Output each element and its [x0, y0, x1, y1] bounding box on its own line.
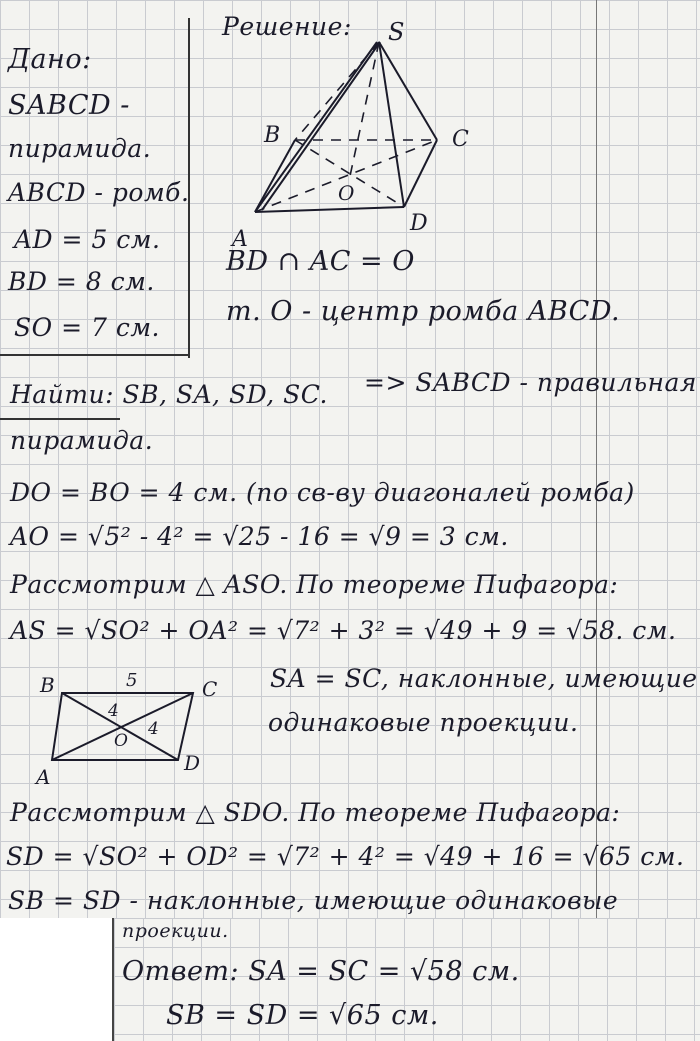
step-9: SB = SD - наклонные, имеющие одинаковые — [8, 886, 619, 915]
rhombus-side-5: 5 — [126, 670, 138, 691]
given-line-5: BD = 8 см. — [8, 267, 155, 296]
rhombus-label-A: A — [36, 765, 51, 789]
pyramid-diagram — [0, 0, 700, 260]
given-line-2: пирамида. — [8, 134, 152, 163]
answer-line-2: SB = SD = √65 см. — [166, 1000, 439, 1031]
given-box-bottom-border — [0, 354, 190, 356]
edge-SB — [295, 42, 379, 140]
pyramid-label-A: A — [232, 227, 248, 252]
rhombus-label-O: O — [114, 731, 128, 751]
pyramid-label-S: S — [388, 18, 405, 46]
step-2: AO = √5² - 4² = √25 - 16 = √9 = 3 см. — [10, 522, 509, 551]
edge-SC — [379, 42, 437, 140]
given-line-3: ABCD - ромб. — [8, 178, 190, 207]
step-8: SD = √SO² + OD² = √7² + 4² = √49 + 16 = √65 см. — [6, 842, 685, 871]
pyramid-label-B: B — [264, 123, 281, 148]
height-SO — [350, 42, 379, 176]
edge-AD — [255, 207, 404, 212]
given-line-1: SABCD - — [8, 90, 130, 121]
solution-line-1: BD ∩ AC = O — [226, 246, 415, 277]
rhombus-half-diag-2: 4 — [148, 719, 159, 739]
rhombus-label-C: C — [202, 677, 218, 701]
find-line-1b: => SABCD - правильная — [364, 368, 697, 397]
find-underline — [0, 418, 120, 420]
answer-line-1: Ответ: SA = SC = √58 см. — [122, 956, 520, 987]
given-line-4: AD = 5 см. — [14, 225, 161, 254]
edge-AB — [255, 140, 295, 212]
given-line-6: SO = 7 см. — [14, 313, 160, 342]
step-6: одинаковые проекции. — [268, 708, 579, 737]
rhombus-half-diag-1: 4 — [108, 701, 119, 721]
step-1: DO = BO = 4 см. (по св-ву диагоналей ромба) — [10, 478, 635, 507]
edge-DC — [404, 140, 437, 207]
solution-heading: Решение: — [222, 12, 352, 41]
pyramid-label-C: C — [452, 127, 469, 152]
solution-line-2: т. O - центр ромба ABCD. — [226, 296, 621, 327]
step-5: SA = SC, наклонные, имеющие — [270, 664, 698, 693]
step-7: Рассмотрим △ SDO. По теореме Пифагора: — [10, 798, 621, 827]
step-3: Рассмотрим △ ASO. По теореме Пифагора: — [10, 570, 619, 599]
rhombus-diagram — [0, 660, 700, 789]
given-heading: Дано: — [8, 44, 92, 75]
step-10: проекции. — [122, 920, 229, 942]
find-line-2: пирамида. — [10, 426, 154, 455]
pyramid-label-D: D — [410, 211, 428, 236]
step-4: AS = √SO² + OA² = √7² + 3² = √49 + 9 = √58. см. — [10, 616, 677, 645]
pyramid-label-O: O — [338, 181, 355, 205]
find-line-1: Найти: SB, SA, SD, SC. — [10, 380, 328, 409]
edge-SD — [379, 42, 404, 207]
rhombus-label-D: D — [184, 751, 201, 775]
rhombus-label-B: B — [40, 673, 55, 697]
